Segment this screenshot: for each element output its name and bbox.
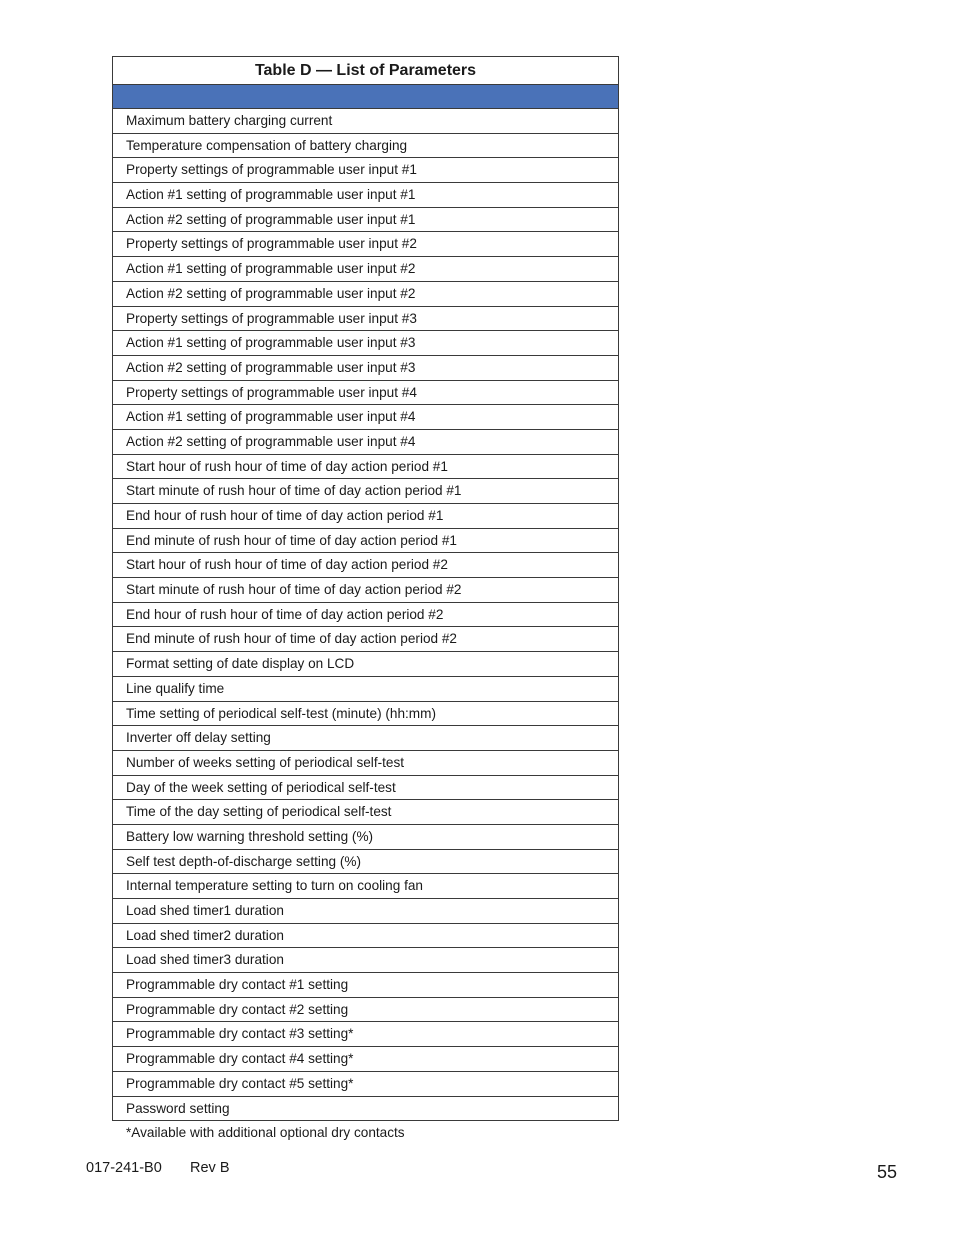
parameter-name-cell: Maximum battery charging current xyxy=(113,109,619,134)
table-row xyxy=(113,602,619,627)
parameter-name-cell: Time of the day setting of periodical self-test xyxy=(113,800,619,825)
parameter-name-cell: Password setting xyxy=(113,1096,619,1121)
document-revision: Rev B xyxy=(190,1160,230,1176)
parameter-name-cell: End hour of rush hour of time of day action period #2 xyxy=(113,602,619,627)
parameter-name-cell: Load shed timer1 duration xyxy=(113,899,619,924)
table-row xyxy=(113,997,619,1022)
table-body xyxy=(113,109,619,1121)
parameter-name-cell: Time setting of periodical self-test (minute) (hh:mm) xyxy=(113,701,619,726)
parameter-name-cell: Load shed timer3 duration xyxy=(113,948,619,973)
table-row xyxy=(113,849,619,874)
table-row xyxy=(113,726,619,751)
table-row xyxy=(113,207,619,232)
table-row xyxy=(113,232,619,257)
parameter-name-cell: Programmable dry contact #1 setting xyxy=(113,973,619,998)
table-title: Table D — List of Parameters xyxy=(113,57,619,85)
table-row xyxy=(113,775,619,800)
parameter-name-cell: Start hour of rush hour of time of day action period #1 xyxy=(113,454,619,479)
table-row xyxy=(113,750,619,775)
parameter-name-cell: Inverter off delay setting xyxy=(113,726,619,751)
table-footnote: *Available with additional optional dry contacts xyxy=(126,1125,405,1140)
parameter-name-cell: Property settings of programmable user input #1 xyxy=(113,158,619,183)
table-header-band xyxy=(113,85,619,109)
table-row xyxy=(113,578,619,603)
parameter-name-cell: Line qualify time xyxy=(113,676,619,701)
table-row xyxy=(113,1096,619,1121)
table-row xyxy=(113,109,619,134)
parameter-name-cell: Day of the week setting of periodical self-test xyxy=(113,775,619,800)
parameter-name-cell: Property settings of programmable user input #4 xyxy=(113,380,619,405)
table-row xyxy=(113,1047,619,1072)
table-row xyxy=(113,479,619,504)
table-row xyxy=(113,133,619,158)
parameter-name-cell: Programmable dry contact #2 setting xyxy=(113,997,619,1022)
table-row xyxy=(113,405,619,430)
parameter-name-cell: Temperature compensation of battery charging xyxy=(113,133,619,158)
table-row xyxy=(113,973,619,998)
table-row xyxy=(113,1071,619,1096)
parameter-name-cell: Battery low warning threshold setting (%) xyxy=(113,824,619,849)
parameter-name-cell: Number of weeks setting of periodical self-test xyxy=(113,750,619,775)
table-row xyxy=(113,676,619,701)
table-row xyxy=(113,183,619,208)
table-row xyxy=(113,281,619,306)
table-row xyxy=(113,874,619,899)
parameter-name-cell: End hour of rush hour of time of day action period #1 xyxy=(113,504,619,529)
table-row xyxy=(113,380,619,405)
parameter-name-cell: End minute of rush hour of time of day action period #1 xyxy=(113,528,619,553)
parameter-name-cell: Internal temperature setting to turn on cooling fan xyxy=(113,874,619,899)
table-row xyxy=(113,1022,619,1047)
parameter-name-cell: Programmable dry contact #5 setting* xyxy=(113,1071,619,1096)
table-row xyxy=(113,429,619,454)
parameters-table xyxy=(112,56,619,1121)
parameter-name-cell: Action #2 setting of programmable user input #2 xyxy=(113,281,619,306)
table-row xyxy=(113,627,619,652)
parameter-name-cell: End minute of rush hour of time of day action period #2 xyxy=(113,627,619,652)
table-row xyxy=(113,306,619,331)
table-title-row xyxy=(113,57,619,85)
table-row xyxy=(113,454,619,479)
parameter-name-cell: Start minute of rush hour of time of day action period #2 xyxy=(113,578,619,603)
parameter-name-cell: Action #1 setting of programmable user input #4 xyxy=(113,405,619,430)
table-row xyxy=(113,158,619,183)
parameter-name-cell: Load shed timer2 duration xyxy=(113,923,619,948)
page-number: 55 xyxy=(877,1162,898,1182)
parameter-name-cell: Programmable dry contact #3 setting* xyxy=(113,1022,619,1047)
table-row xyxy=(113,331,619,356)
parameter-name-cell: Start hour of rush hour of time of day action period #2 xyxy=(113,553,619,578)
parameter-name-cell: Programmable dry contact #4 setting* xyxy=(113,1047,619,1072)
table-row xyxy=(113,824,619,849)
table-row xyxy=(113,800,619,825)
table-row xyxy=(113,553,619,578)
parameter-name-cell: Action #1 setting of programmable user input #1 xyxy=(113,183,619,208)
parameter-name-cell: Action #2 setting of programmable user input #3 xyxy=(113,355,619,380)
table-row xyxy=(113,652,619,677)
parameter-name-cell: Format setting of date display on LCD xyxy=(113,652,619,677)
parameter-name-cell: Action #1 setting of programmable user input #2 xyxy=(113,257,619,282)
parameter-name-cell: Property settings of programmable user input #2 xyxy=(113,232,619,257)
parameter-name-cell: Action #1 setting of programmable user input #3 xyxy=(113,331,619,356)
table-row xyxy=(113,701,619,726)
table-row xyxy=(113,923,619,948)
table-row xyxy=(113,528,619,553)
parameter-name-cell: Action #2 setting of programmable user input #4 xyxy=(113,429,619,454)
table-row xyxy=(113,899,619,924)
table-row xyxy=(113,948,619,973)
table-row xyxy=(113,504,619,529)
parameter-name-cell: Self test depth-of-discharge setting (%) xyxy=(113,849,619,874)
table-row xyxy=(113,355,619,380)
parameter-name-cell: Start minute of rush hour of time of day action period #1 xyxy=(113,479,619,504)
header-band-cell xyxy=(113,85,619,109)
parameter-name-cell: Action #2 setting of programmable user input #1 xyxy=(113,207,619,232)
parameter-name-cell: Property settings of programmable user input #3 xyxy=(113,306,619,331)
document-number: 017-241-B0 xyxy=(86,1160,162,1176)
table-row xyxy=(113,257,619,282)
